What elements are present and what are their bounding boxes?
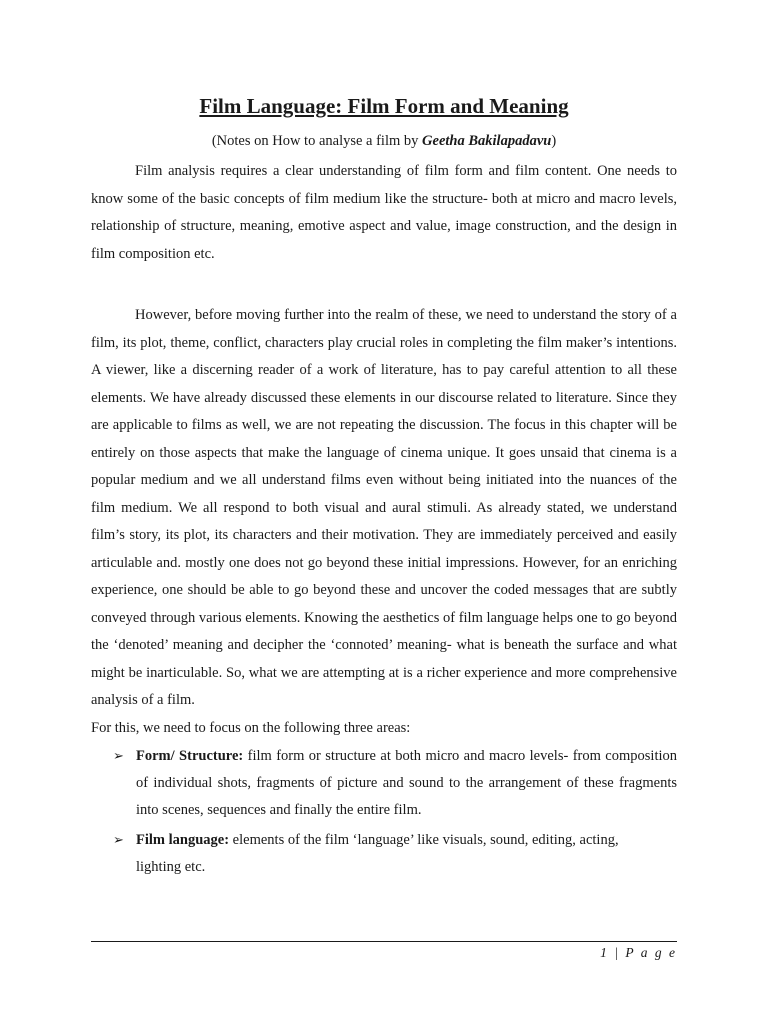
list-item xyxy=(91,743,677,824)
focus-areas-list xyxy=(91,743,677,884)
list-item-text: film form or structure at both micro and macro levels- from composition of individual shots, fragments of picture and sound to the arrangement of these fragments into scenes, sequences and finally the entire film. xyxy=(136,748,677,818)
arrow-bullet-icon: ➢ xyxy=(113,833,124,848)
subtitle-prefix: (Notes on How to analyse a film by xyxy=(211,133,423,149)
paragraph-1: Film analysis requires a clear understanding of film form and film content. One needs to know some of the basic concepts of film medium like the structure- both at micro and macro levels, relationship of structure, meaning, emotive aspect and value, image construction, and the design in film composition etc. xyxy=(91,163,677,262)
arrow-bullet-icon: ➢ xyxy=(113,749,124,764)
list-item-text: elements of the film ‘language’ like visuals, sound, editing, acting, lighting etc. xyxy=(136,832,619,875)
list-item-term: Film language: xyxy=(136,832,230,848)
paragraph-2: However, before moving further into the realm of these, we need to understand the story of a film, its plot, theme, conflict, characters play crucial roles in completing the film maker’s intentions. A viewer, like a discerning reader of a work of literature, has to pay careful attention to all these elements. We have already discussed these elements in our discourse related to literature. Since they are applicable to films as well, we are not repeating the discussion. The focus in this chapter will be entirely on those aspects that make the language of cinema unique. It goes unsaid that cinema is a popular medium and we all understand films even without being initiated into the nuances of the film medium. We all respond to both visual and aural stimuli. As already stated, we understand film’s story, its plot, its characters and their motivation. They are immediately perceived and easily articulable and. mostly one does not go beyond these initial impressions. However, for an enriching experience, one should be able to go beyond these and uncover the coded messages that are subtly conveyed through various elements. Knowing the aesthetics of film language helps one to go beyond the ‘denoted’ meaning and decipher the ‘connoted’ meaning- what is beneath the surface and what might be inarticulable. So, what we are attempting at is a richer experience and more comprehensive analysis of a film. xyxy=(91,307,677,708)
list-intro: For this, we need to focus on the following three areas: xyxy=(91,720,411,736)
document-title: Film Language: Film Form and Meaning xyxy=(199,94,569,118)
list-item xyxy=(91,827,651,881)
document-subtitle xyxy=(0,131,768,151)
page-number: 1 | P a g e xyxy=(600,945,677,960)
subtitle-suffix: ) xyxy=(551,133,557,149)
footer-divider xyxy=(91,941,677,942)
list-item-term: Form/ Structure: xyxy=(136,748,244,764)
subtitle-author: Geetha Bakilapadavu xyxy=(422,133,552,149)
